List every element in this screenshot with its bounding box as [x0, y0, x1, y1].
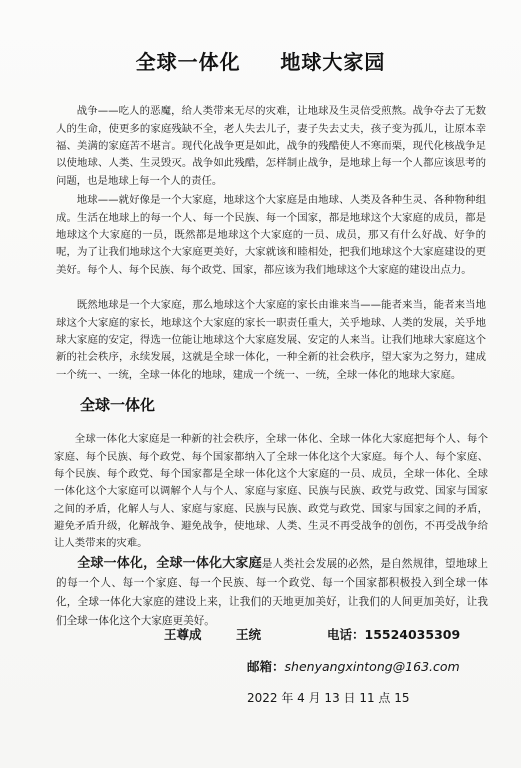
document-title: 全球一体化 地球大家园: [135, 50, 386, 74]
author-name-1: 王尊成: [164, 627, 202, 642]
closing-paragraph: [56, 554, 488, 631]
paragraph-globalization: 全球一体化大家庭是一种新的社会秩序，全球一体化、全球一体化大家庭把每个人、每个家庭、每个民族、每个政党、每个国家都纳入了全球一体化这个大家庭。每个人、每个家庭、每个民族、每个政党、每个国家都是全球一体化这个大家庭的一员、成员，全球一体化、全球一体化这个大家庭可以调解个人与个人、家庭与家庭、民族与民族、政党与政党、国家与国家之间的矛盾，化解人与人、家庭与家庭、民族与民族、政党与政党、国家与国家之间的矛盾，避免矛盾升级，化解战争、避免战争，使地球、人类、生灵不再受战争的创伤，不再受战争给让人类带来的灾难。: [54, 433, 488, 550]
signature-date: 2022 年 4 月 13 日 11 点 15: [247, 691, 410, 705]
closing-text: 是人类社会发展的必然，是自然规律，望地球上的每一个人、每一个家庭、每一个民族、每一个政党、每一个国家都积极投入到全球一体化，全球一体化大家庭的建设上来，让我们的天地更加美好，让我们的人间更加美好，让我们全球一体化这个大家庭更美好。: [56, 557, 488, 627]
email-line: [247, 657, 460, 675]
phone-number: 电话：15524035309: [327, 627, 461, 642]
paragraph-war: 战争——吃人的恶魔，给人类带来无尽的灾难，让地球及生灵倍受煎熬。战争夺去了无数人的生命，使更多的家庭残缺不全，老人失去儿子，妻子失去丈夫，孩子变为孤儿，让原本幸福、美满的家庭苦不堪言。现代化战争更是如此，战争的残酷使人不寒而栗，现代化核战争足以使地球、人类、生灵毁灭。战争如此残酷，怎样制止战争，是地球上每一个人都应该思考的问题，也是地球上每一个人的责任。: [56, 105, 486, 187]
email-address: shenyangxintong@163.com: [284, 659, 460, 674]
section-heading: 全球一体化: [80, 396, 156, 414]
paragraph-earth-family: 地球——就好像是一个大家庭，地球这个大家庭是由地球、人类及各种生灵、各种物种组成。生活在地球上的每一个人、每一个民族、每一个国家，都是地球这个大家庭的成员，都是地球这个大家庭的一员，既然都是地球这个大家庭的一员、成员，那又有什么好战、好争的呢，为了让我们地球这个大家庭更美好，大家就该和睦相处，把我们地球这个大家庭建设的更美好。每个人、每个民族、每个政党、国家，都应该为我们地球这个大家庭的建设出点力。: [56, 194, 486, 276]
author-name-2: 王统: [236, 627, 262, 642]
closing-emphasis: 全球一体化，全球一体化大家庭: [77, 555, 262, 571]
paragraph-head-of-family: 既然地球是一个大家庭，那么地球这个大家庭的家长由谁来当——能者来当，能者来当地球这个大家庭的家长，地球这个大家庭的家长一职责任重大，关乎地球、人类的发展，关乎地球大家庭的安定，得选一位能让地球这个大家庭发展、安定的人来当。让我们地球大家庭这个新的社会秩序，永续发展，这就是全球一体化，一种全新的社会秩序，望大家为之努力，建成一个统一、一统，全球一体化的地球，建成一个统一、一统，全球一体化的地球大家庭。: [56, 299, 486, 381]
email-label: 邮箱：: [247, 659, 285, 674]
